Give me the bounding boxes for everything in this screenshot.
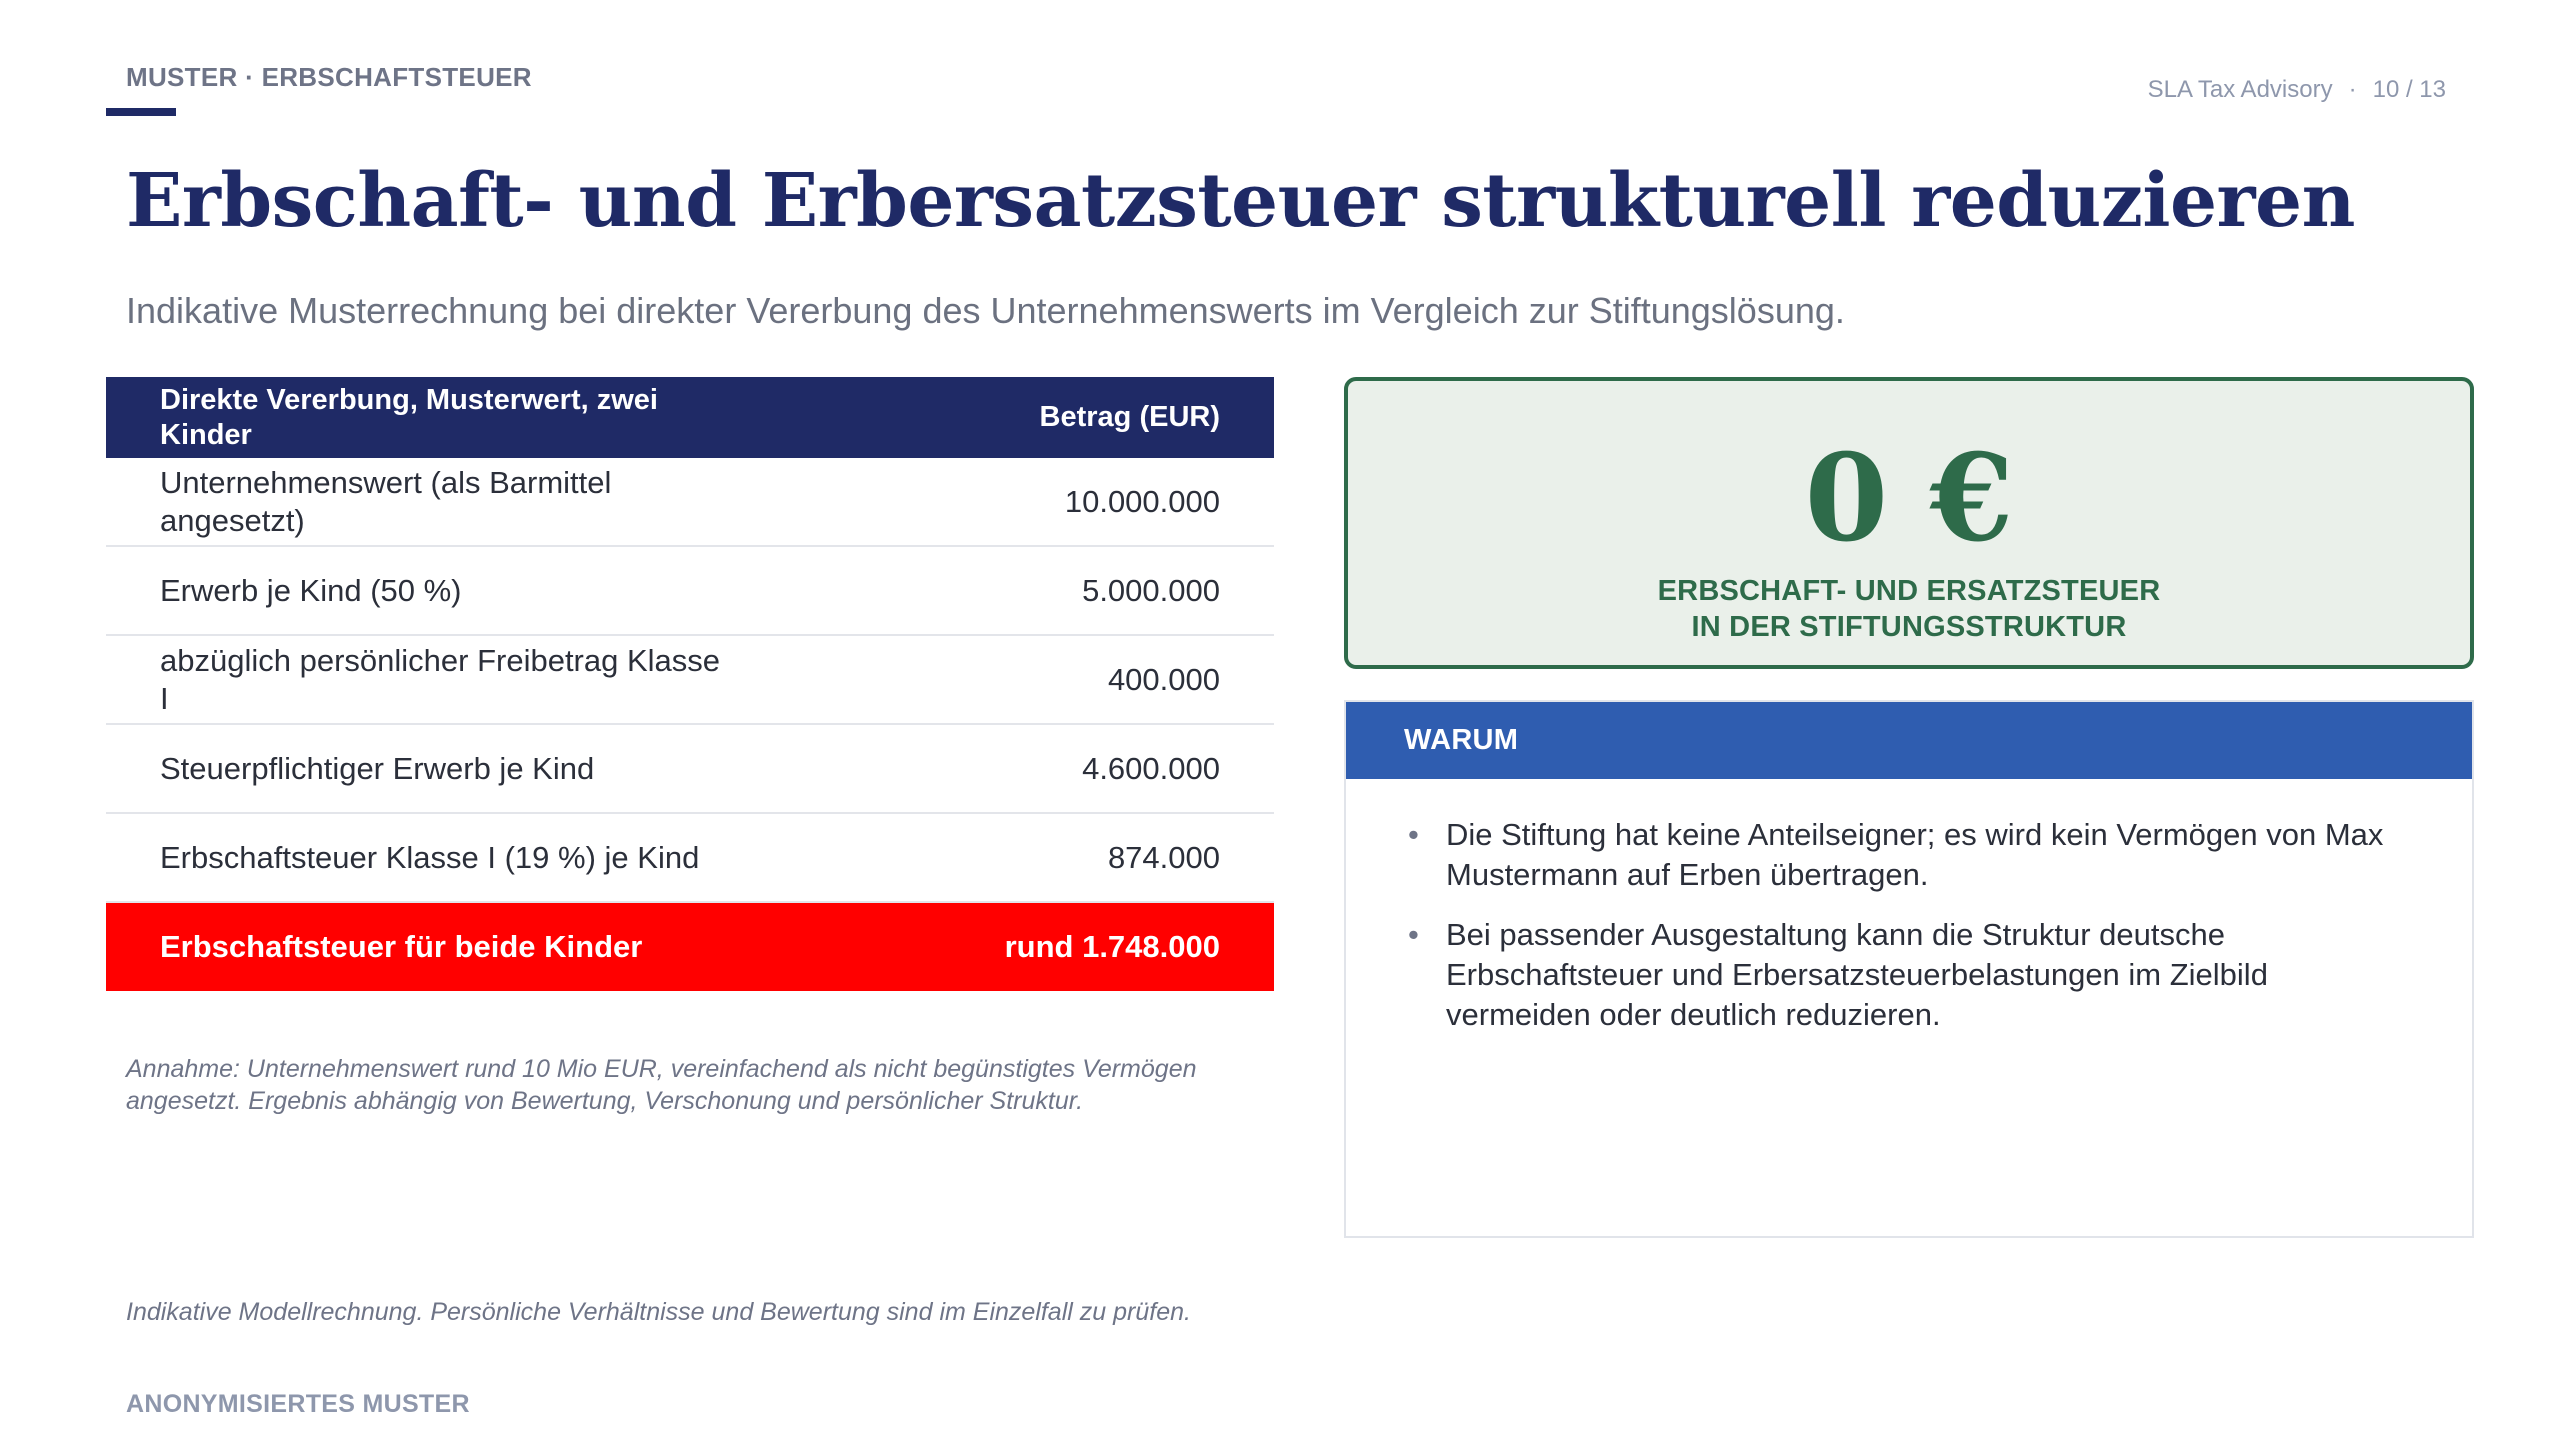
total-value: rund 1.748.000 bbox=[1004, 929, 1220, 964]
firm-name: SLA Tax Advisory bbox=[2147, 76, 2333, 103]
total-label: Erbschaftsteuer für beide Kinder bbox=[160, 929, 643, 964]
row-value: 874.000 bbox=[1107, 839, 1220, 875]
highlight-caption bbox=[1348, 573, 2470, 645]
warum-panel bbox=[1344, 700, 2474, 1238]
footer-label: ANONYMISIERTES MUSTER bbox=[126, 1390, 470, 1418]
page-subtitle: Indikative Musterrechnung bei direkter Vererbung des Unternehmenswerts im Vergleich zur Stiftungslösung. bbox=[126, 290, 1845, 331]
inheritance-tax-table bbox=[106, 377, 1274, 991]
warum-list bbox=[1346, 779, 2472, 1035]
bullet-icon: • bbox=[1408, 817, 1419, 852]
kicker-underline bbox=[106, 108, 176, 116]
row-label: Unternehmenswert (als Barmittel angesetzt) bbox=[160, 464, 612, 538]
highlight-caption-line2: IN DER STIFTUNGSSTRUKTUR bbox=[1691, 611, 2127, 643]
table-header bbox=[106, 377, 1274, 458]
table-header-label: Direkte Vererbung, Musterwert, zwei Kinder bbox=[160, 383, 658, 451]
list-item bbox=[1408, 915, 2412, 1035]
row-label: Steuerpflichtiger Erwerb je Kind bbox=[160, 750, 595, 786]
table-total-row bbox=[106, 903, 1274, 991]
row-value: 4.600.000 bbox=[1082, 750, 1220, 786]
warum-heading: WARUM bbox=[1346, 702, 2472, 779]
list-item bbox=[1408, 815, 2412, 895]
table-row bbox=[106, 458, 1274, 547]
zero-tax-highlight bbox=[1344, 377, 2474, 669]
disclaimer: Indikative Modellrechnung. Persönliche Verhältnisse und Bewertung sind im Einzelfall zu prüfen. bbox=[126, 1298, 1191, 1326]
row-label: abzüglich persönlicher Freibetrag Klasse I bbox=[160, 642, 721, 716]
page-title: Erbschaft- und Erbersatzsteuer strukturell reduzieren bbox=[126, 158, 2355, 244]
bullet-icon: • bbox=[1408, 917, 1419, 952]
highlight-value: 0 € bbox=[1804, 428, 2014, 569]
row-value: 5.000.000 bbox=[1082, 572, 1220, 608]
table-header-amount: Betrag (EUR) bbox=[1039, 401, 1220, 433]
highlight-caption-line1: ERBSCHAFT- UND ERSATZSTEUER bbox=[1657, 575, 2161, 607]
slide-meta bbox=[2148, 76, 2446, 104]
list-item-text: Die Stiftung hat keine Anteilseigner; es wird kein Vermögen von Max Mustermann auf Erben übertragen. bbox=[1446, 817, 2384, 892]
assumption-note: Annahme: Unternehmenswert rund 10 Mio EUR, vereinfachend als nicht begünstigtes Vermögen angesetzt. Ergebnis abhängig von Bewertung, Verschonung und persönlicher Struktur. bbox=[126, 1055, 1197, 1115]
table-row bbox=[106, 814, 1274, 903]
row-value: 400.000 bbox=[1107, 661, 1220, 697]
page-number: 10 / 13 bbox=[2372, 76, 2446, 103]
table-row bbox=[106, 547, 1274, 636]
row-value: 10.000.000 bbox=[1064, 483, 1220, 519]
row-label: Erbschaftsteuer Klasse I (19 %) je Kind bbox=[160, 839, 700, 875]
table-row bbox=[106, 636, 1274, 725]
row-label: Erwerb je Kind (50 %) bbox=[160, 572, 462, 608]
table-row bbox=[106, 725, 1274, 814]
list-item-text: Bei passender Ausgestaltung kann die Struktur deutsche Erbschaftsteuer und Erbersatzsteuerbelastungen im Zielbild vermeiden oder deutlich reduzieren. bbox=[1446, 917, 2268, 1032]
section-kicker: MUSTER · ERBSCHAFTSTEUER bbox=[126, 62, 532, 92]
meta-separator: · bbox=[2348, 76, 2357, 103]
